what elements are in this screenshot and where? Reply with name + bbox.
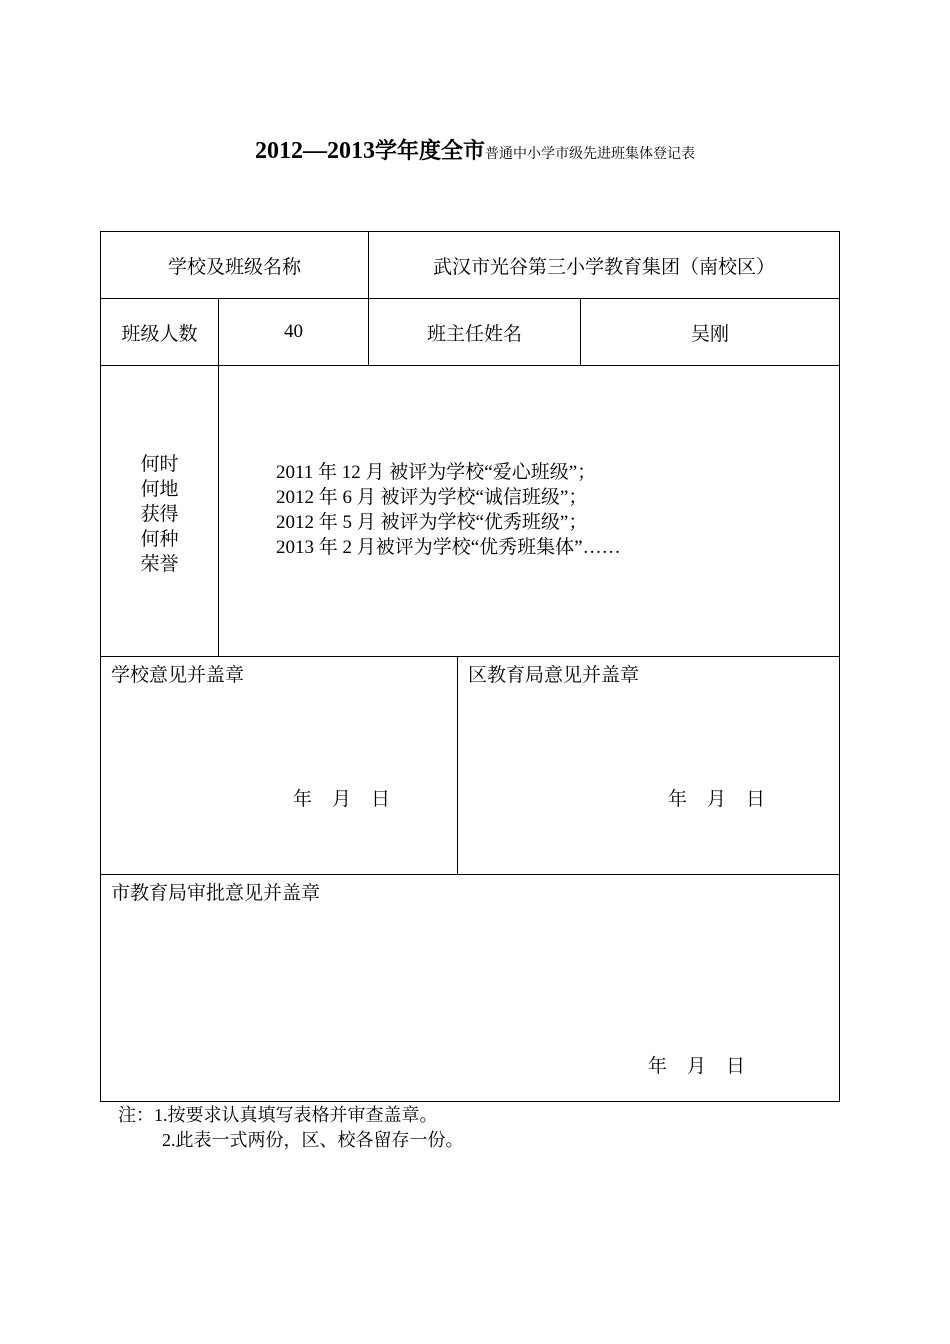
class-size-value: 40: [284, 321, 303, 342]
school-class-value: 武汉市光谷第三小学教育集团（南校区）: [432, 256, 775, 278]
district-opinion-label: 区教育局意见并盖章: [468, 665, 640, 686]
note-line: 2.此表一式两份，区、校各留存一份。: [162, 1130, 464, 1150]
head-teacher-label: 班主任姓名: [426, 323, 522, 345]
date-day: 日: [726, 1056, 746, 1077]
date-month: 月: [707, 789, 727, 810]
date-year: 年: [648, 1056, 668, 1077]
city-opinion-label: 市教育局审批意见并盖章: [111, 883, 321, 904]
honor-item: 2013 年 2 月被评为学校“优秀班集体”……: [276, 537, 621, 558]
school-opinion-label: 学校意见并盖章: [111, 665, 245, 686]
honors-label-line: 荣誉: [140, 554, 179, 575]
honors-list: [276, 460, 621, 560]
title-sub: 普通中小学市级先进班集体登记表: [485, 146, 695, 162]
title-year: 2012—2013: [254, 138, 375, 164]
date-month: 月: [687, 1056, 707, 1077]
row-divider: [101, 874, 839, 875]
date-day: 日: [746, 789, 766, 810]
row-divider: [101, 656, 839, 657]
honors-label: [101, 452, 218, 577]
class-size-label: 班级人数: [121, 323, 198, 345]
note-line: 注：1.按要求认真填写表格并审查盖章。: [118, 1105, 438, 1125]
district-opinion-date: [668, 784, 765, 811]
honors-label-line: 获得: [140, 504, 179, 525]
city-opinion-date: [648, 1051, 745, 1078]
row-divider: [101, 365, 839, 366]
date-year: 年: [293, 789, 313, 810]
honors-label-line: 何时: [140, 454, 179, 475]
date-month: 月: [332, 789, 352, 810]
school-opinion-date: [293, 784, 390, 811]
honor-item: 2012 年 6 月 被评为学校“诚信班级”；: [276, 487, 588, 508]
document-title: [0, 134, 950, 165]
col-divider: [457, 656, 458, 874]
honors-label-line: 何地: [140, 479, 179, 500]
school-class-label: 学校及班级名称: [167, 256, 301, 278]
date-day: 日: [371, 789, 391, 810]
title-main: 学年度全市: [374, 139, 485, 164]
honor-item: 2012 年 5 月 被评为学校“优秀班级”；: [276, 512, 588, 533]
honors-label-line: 何种: [140, 529, 179, 550]
head-teacher-value: 吴刚: [690, 323, 729, 345]
date-year: 年: [668, 789, 688, 810]
honor-item: 2011 年 12 月 被评为学校“爱心班级”；: [276, 462, 597, 483]
registration-form: [100, 231, 840, 1102]
form-notes: [118, 1103, 464, 1153]
